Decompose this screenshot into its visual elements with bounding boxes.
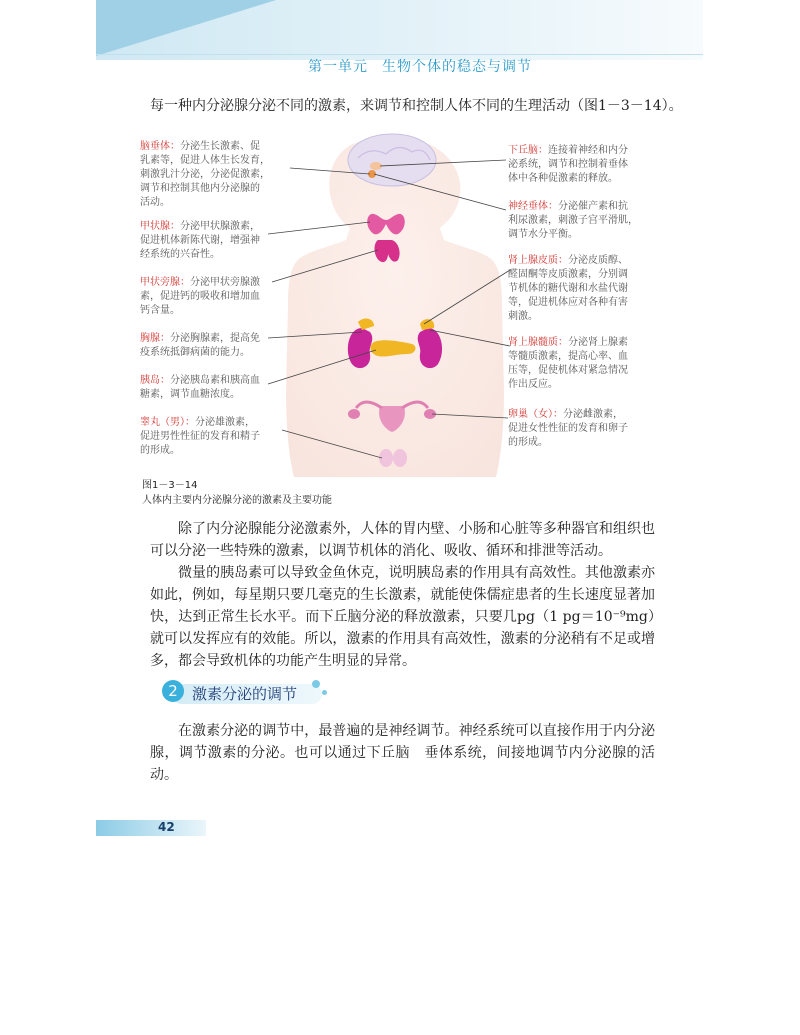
footer-band bbox=[96, 820, 206, 836]
brain-shape bbox=[348, 134, 436, 186]
label-thymus: 胸腺：分泌胸腺素，提高免 疫系统抵御病菌的能力。 bbox=[140, 333, 260, 358]
unit-title: 生物个体的稳态与调节 bbox=[382, 59, 532, 75]
left-ovary bbox=[348, 409, 360, 419]
section-heading bbox=[162, 680, 330, 706]
section-number-badge: 2 bbox=[162, 680, 184, 702]
unit-header bbox=[308, 56, 532, 76]
figure-number: 图1－3－14 bbox=[142, 480, 198, 491]
label-pituitary: 脑垂体：分泌生长激素、促 乳素等，促进人体生长发育， 刺激乳汁分泌，分泌促激素， 调节和控制其他内分泌腺的 活动。 bbox=[140, 141, 270, 208]
header-triangle-decoration bbox=[96, 0, 276, 56]
endocrine-figure bbox=[140, 132, 645, 477]
page-number: 42 bbox=[158, 820, 175, 834]
label-ovary: 卵巢（女）：分泌雌激素， 促进女性性征的发育和卵子 的形成。 bbox=[508, 409, 628, 448]
testis-right bbox=[393, 449, 407, 467]
label-neurohypophysis: 神经垂体：分泌催产素和抗 利尿激素，刺激子宫平滑肌， 调节水分平衡。 bbox=[508, 201, 638, 240]
label-pancreatic-islets: 胰岛：分泌胰岛素和胰高血 糖素，调节血糖浓度。 bbox=[140, 375, 260, 400]
label-testis: 睾丸（男）：分泌雄激素， 促进男性性征的发育和精子 的形成。 bbox=[140, 417, 260, 456]
paragraph-3: 在激素分泌的调节中，最普遍的是神经调节。神经系统可以直接作用于内分泌腺，调节激素的分泌。也可以通过下丘脑 垂体系统，间接地调节内分泌腺的活动。 bbox=[150, 723, 655, 783]
label-parathyroid: 甲状旁腺：分泌甲状旁腺激 素，促进钙的吸收和增加血 钙含量。 bbox=[140, 277, 260, 316]
label-hypothalamus: 下丘脑：连接着神经和内分 泌系统，调节和控制着垂体 体中各种促激素的释放。 bbox=[508, 145, 628, 184]
decorative-dot bbox=[312, 680, 320, 688]
decorative-dot bbox=[322, 690, 327, 695]
intro-sentence: 每一种内分泌腺分泌不同的激素，来调节和控制人体不同的生理活动（图1－3－14）。 bbox=[150, 98, 683, 114]
header-divider bbox=[96, 54, 703, 55]
label-thyroid: 甲状腺：分泌甲状腺激素， 促进机体新陈代谢，增强神 经系统的兴奋性。 bbox=[140, 221, 260, 260]
label-adrenal-cortex: 肾上腺皮质：分泌皮质醇、 醛固酮等皮质激素，分别调 节机体的糖代谢和水盐代谢 等，促进机体应对各种有害 刺激。 bbox=[508, 255, 628, 322]
unit-number: 第一单元 bbox=[308, 59, 368, 75]
paragraph-1: 除了内分泌腺能分泌激素外，人体的胃内壁、小肠和心脏等多种器官和组织也可以分泌一些特殊的激素，以调节机体的消化、吸收、循环和排泄等活动。 bbox=[150, 521, 655, 559]
paragraph-2: 微量的胰岛素可以导致金鱼休克，说明胰岛素的作用具有高效性。其他激素亦如此，例如，每星期只要几毫克的生长激素，就能使侏儒症患者的生长速度显著加快，达到正常生长水平。而下丘脑分泌的释放激素，只要几pg（1 pg＝10⁻⁹mg）就可以发挥应有的效能。所以，激素的作用具有高效性，激素的分泌稍有不足或增多，都会导致机体的功能产生明显的异常。 bbox=[150, 565, 655, 669]
figure-caption bbox=[142, 478, 332, 508]
label-adrenal-medulla: 肾上腺髓质：分泌肾上腺素 等髓质激素，提高心率、血 压等，促使机体对紧急情况 作出反应。 bbox=[508, 337, 628, 390]
section-title: 激素分泌的调节 bbox=[192, 685, 298, 703]
figure-caption-text: 人体内主要内分泌腺分泌的激素及主要功能 bbox=[142, 495, 332, 506]
